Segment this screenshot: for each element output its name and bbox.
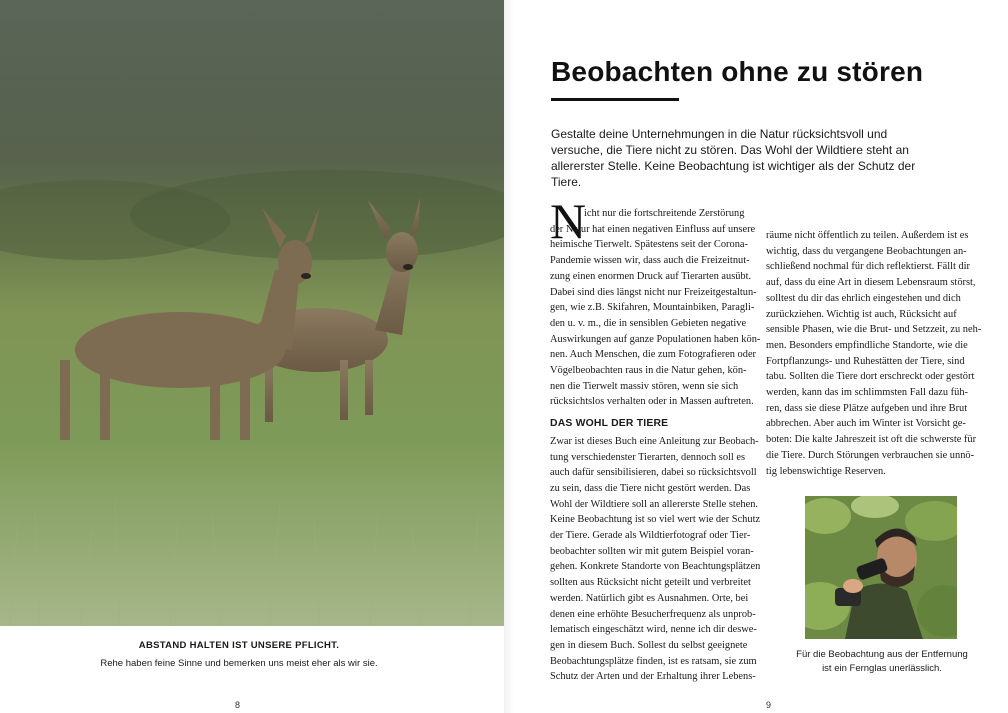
photographer-photo — [805, 496, 957, 639]
text-line: zu sein, dass die Tiere nicht gestört werden. Das — [550, 482, 751, 494]
text-line: den u. v. m., die in sensiblen Gebieten negative — [550, 317, 747, 329]
text-line: ren, dass sie diese Plätze aufgeben und ihre Brut — [766, 402, 968, 414]
text-line: der Natur hat einen negativen Einfluss auf unsere — [550, 223, 756, 235]
text-line: gen, wie z.B. Skifahren, Mountainbiken, Paragli- — [550, 302, 755, 314]
caption-line: Für die Beobachtung aus der Entfernung — [796, 649, 968, 660]
text-line: solltest du dir das ehrlich eingestehen und dich — [766, 292, 961, 304]
text-line: werden, kann das im schlimmsten Fall dazu füh- — [766, 387, 968, 399]
text-line: gen in diesem Buch. Sollest du selbst geeignete — [550, 639, 748, 651]
photo-caption — [0, 640, 478, 669]
page-number-right: 9 — [766, 700, 772, 710]
text-line: werden. Natürlich gibt es Ausnahmen. Orte, bei — [550, 592, 749, 604]
text-line: Zwar ist dieses Buch eine Anleitung zur Beobach- — [550, 435, 759, 447]
text-line: men. Besonders empfindliche Standorte, wie die — [766, 339, 968, 351]
text-line: Vögelbeobachten raus in die Natur gehen, kön- — [550, 365, 747, 377]
deer-photo — [0, 0, 504, 626]
text-line: nen die Tierwelt massiv stören, wenn sie sich — [550, 380, 739, 392]
text-column-2 — [766, 228, 988, 479]
text-line: Dabei sind dies längst nicht nur Freizeitgestaltun- — [550, 286, 757, 298]
text-line: die Tiere. Durch Störungen verbrauchen sie unnö- — [766, 449, 975, 461]
caption-text: Rehe haben feine Sinne und bemerken uns meist eher als wir sie. — [100, 658, 378, 669]
text-line: Fortpflanzungs- und Ruhestätten der Tiere, sind — [766, 355, 965, 367]
text-line: Auswirkungen auf ganze Populationen haben kön- — [550, 333, 761, 345]
text-line: gehen. Konkrete Standorte von Beachtungsplätzen — [550, 561, 761, 573]
text-line: auf, dass du eine Art in diesem Lebensraum störst, — [766, 277, 976, 289]
text-line: Pandemie wissen wir, dass auch die Freizeitnut- — [550, 255, 750, 267]
text-line: sensible Phasen, wie die Brut- und Setzzeit, zu neh- — [766, 324, 982, 336]
title-rule — [551, 98, 679, 101]
text-line: Keine Beobachtung ist so viel wert wie der Schutz — [550, 514, 761, 526]
text-line: denen eine erhöhte Besucherfrequenz als unprob- — [550, 608, 756, 620]
intro-paragraph: Gestalte deine Unternehmungen in die Natur rücksichtsvoll und versuche, die Tiere nicht zu stören. Das Wohl der Wildtiere steht an allererster Stelle. Keine Beobachtung ist wichtiger als der Schutz der Tiere. — [551, 127, 916, 189]
caption-line: ist ein Fernglas unerlässlich. — [822, 663, 942, 674]
text-line: abbrechen. Aber auch im Winter ist Vorsicht ge- — [766, 418, 966, 430]
text-line: heimische Tierwelt. Spätestens seit der Corona- — [550, 239, 748, 251]
text-line: räume nicht öffentlich zu teilen. Außerdem ist es — [766, 230, 969, 241]
text-line: Schutz der Arten und der Erhaltung ihrer Lebens- — [550, 671, 756, 683]
text-line: tig lebenswichtige Reserven. — [766, 465, 886, 477]
text-line: rücksichtslos verhalten oder in Massen auftreten. — [550, 396, 754, 408]
text-line: zung einen enormen Druck auf Tierarten ausübt. — [550, 270, 752, 282]
text-line: boten: Die kalte Jahreszeit ist oft die schwerste für — [766, 434, 977, 446]
text-line: nen. Auch Menschen, die zum Fotografieren oder — [550, 349, 757, 361]
photographer-caption — [784, 648, 980, 676]
right-page — [504, 0, 1008, 713]
text-column-1 — [550, 206, 764, 685]
text-line: auch dafür sensibilisieren, dabei so rücksichtsvoll — [550, 467, 757, 479]
text-line: wichtig, dass du vergangene Beobachtungen an- — [766, 245, 967, 257]
text-line: tung verschiedenster Tierarten, dennoch soll es — [550, 451, 746, 463]
text-line: Wohl der Wildtiere soll an allererste Stelle stehen. — [550, 498, 759, 510]
drop-cap: N — [550, 193, 587, 249]
text-line: lematisch eingeschätzt wird, nenne ich dir deswe- — [550, 624, 757, 636]
text-line: icht nur die fortschreitende Zerstörung — [584, 208, 745, 219]
page-title: Beobachten ohne zu stören — [551, 56, 924, 87]
page-number-left: 8 — [235, 700, 241, 710]
section-subheading: DAS WOHL DER TIERE — [550, 418, 669, 430]
text-line: tabu. Sollten die Tiere dort erschreckt oder gestört — [766, 371, 975, 383]
caption-title: ABSTAND HALTEN IST UNSERE PFLICHT. — [138, 640, 340, 651]
text-line: sollten aus Rücksicht nicht geteilt und verbreitet — [550, 577, 751, 589]
text-line: der Tiere. Gerade als Wildtierfotograf oder Tier- — [550, 530, 751, 542]
text-line: beobachter sollten wir mit gutem Beispiel voran- — [550, 545, 754, 557]
text-line: schließend nochmal für dich reflektierst. Fällt dir — [766, 261, 970, 273]
text-line: zurückziehen. Wichtig ist auch, Rücksicht auf — [766, 308, 957, 320]
text-line: Beobachtungsplätze finden, ist es ratsam, sie zum — [550, 655, 757, 667]
